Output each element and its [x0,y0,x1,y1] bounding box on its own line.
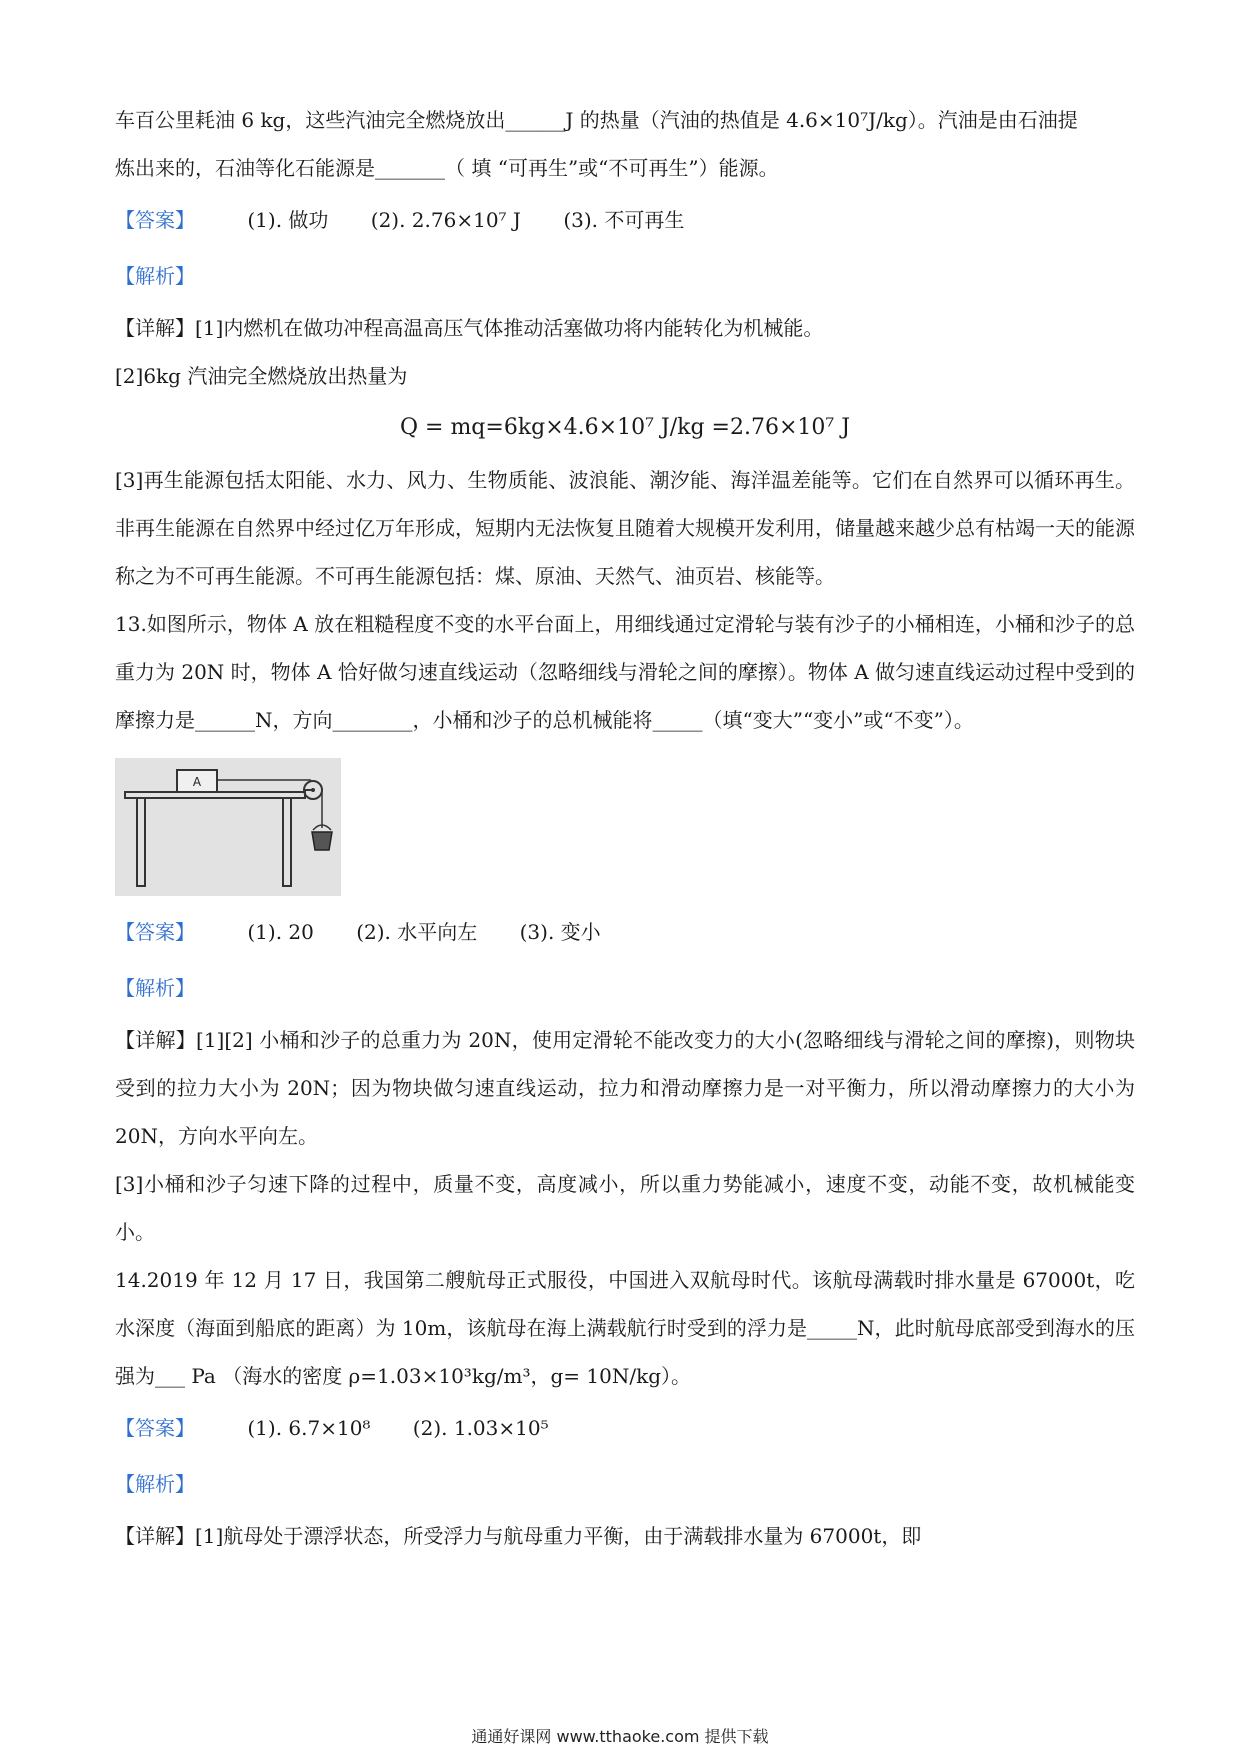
answer-row-13 [115,904,1135,960]
detail-tag: 【详解】 [115,1524,195,1548]
question-12-line-1: 车百公里耗油 6 kg，这些汽油完全燃烧放出______J 的热量（汽油的热值是 4.6×10⁷J/kg）。汽油是由石油提 [115,108,1078,132]
pulley-figure [115,758,341,896]
analysis-tag: 【解析】 [115,976,195,1000]
answer-1: (1). 20 [247,920,314,944]
answer-1: (1). 6.7×10⁸ [247,1416,371,1440]
detail-12-1 [115,304,1135,352]
detail-text: [1]内燃机在做功冲程高温高压气体推动活塞做功将内能转化为机械能。 [195,316,824,340]
analysis-tag-14 [115,1456,1135,1512]
answer-2: (2). 1.03×10⁵ [412,1416,549,1440]
answer-tag: 【答案】 [115,920,195,944]
detail-13-1 [115,1016,1135,1160]
footer-credit: 通通好课网 www.tthaoke.com 提供下载 [471,1727,769,1746]
detail-12-2: [2]6kg 汽油完全燃烧放出热量为 [115,364,408,388]
question-14: 14.2019 年 12 月 17 日，我国第二艘航母正式服役，中国进入双航母时代。该航母满载时排水量是 67000t，吃水深度（海面到船底的距离）为 10m，该航母在海上满载航行时受到的浮力是_____N，此时航母底部受到海水的压强为___ Pa （海水的密度 ρ=1.03×10³kg/m³，g= 10N/kg）。 [115,1268,1135,1388]
detail-12-3: [3]再生能源包括太阳能、水力、风力、生物质能、波浪能、潮汐能、海洋温差能等。它们在自然界可以循环再生。非再生能源在自然界中经过亿万年形成，短期内无法恢复且随着大规模开发利用，储量越来越少总有枯竭一天的能源称之为不可再生能源。不可再生能源包括：煤、原油、天然气、油页岩、核能等。 [115,468,1135,588]
answer-row-14 [115,1400,1135,1456]
pulley-diagram [115,758,341,896]
detail-13-2: [3]小桶和沙子匀速下降的过程中，质量不变，高度减小，所以重力势能减小，速度不变，动能不变，故机械能变小。 [115,1172,1135,1244]
answer-3: (3). 变小 [519,920,601,944]
detail-tag: 【详解】 [115,1028,197,1052]
question-13: 13.如图所示，物体 A 放在粗糙程度不变的水平台面上，用细线通过定滑轮与装有沙子的小桶相连，小桶和沙子的总重力为 20N 时，物体 A 恰好做匀速直线运动（忽略细线与滑轮之间的摩擦）。物体 A 做匀速直线运动过程中受到的摩擦力是______N，方向________，小桶和沙子的总机械能将_____（填“变大”“变小”或“不变”）。 [115,612,1135,732]
formula: Q = mq=6kg×4.6×10⁷ J/kg =2.76×10⁷ J [399,415,851,440]
analysis-tag-12 [115,248,1135,304]
answer-3: (3). 不可再生 [563,208,685,232]
document-page [115,96,1135,1560]
detail-text: [1][2] 小桶和沙子的总重力为 20N，使用定滑轮不能改变力的大小(忽略细线与滑轮之间的摩擦)，则物块受到的拉力大小为 20N；因为物块做匀速直线运动，拉力和滑动摩擦力是一对平衡力，所以滑动摩擦力的大小为 20N，方向水平向左。 [115,1028,1136,1148]
analysis-tag-13 [115,960,1135,1016]
answer-tag: 【答案】 [115,208,195,232]
detail-tag: 【详解】 [115,316,195,340]
answer-1: (1). 做功 [247,208,329,232]
question-12-line-2: 炼出来的，石油等化石能源是_______（ 填 “可再生”或“不可再生”）能源。 [115,156,779,180]
answer-row-12 [115,192,1135,248]
answer-tag: 【答案】 [115,1416,195,1440]
analysis-tag: 【解析】 [115,264,195,288]
detail-text: [1]航母处于漂浮状态，所受浮力与航母重力平衡，由于满载排水量为 67000t，即 [195,1524,922,1548]
answer-2: (2). 2.76×10⁷ J [370,208,521,232]
bucket [312,832,332,850]
block-label: A [192,775,202,789]
analysis-tag: 【解析】 [115,1472,195,1496]
detail-14-1 [115,1512,1135,1560]
answer-2: (2). 水平向左 [356,920,478,944]
